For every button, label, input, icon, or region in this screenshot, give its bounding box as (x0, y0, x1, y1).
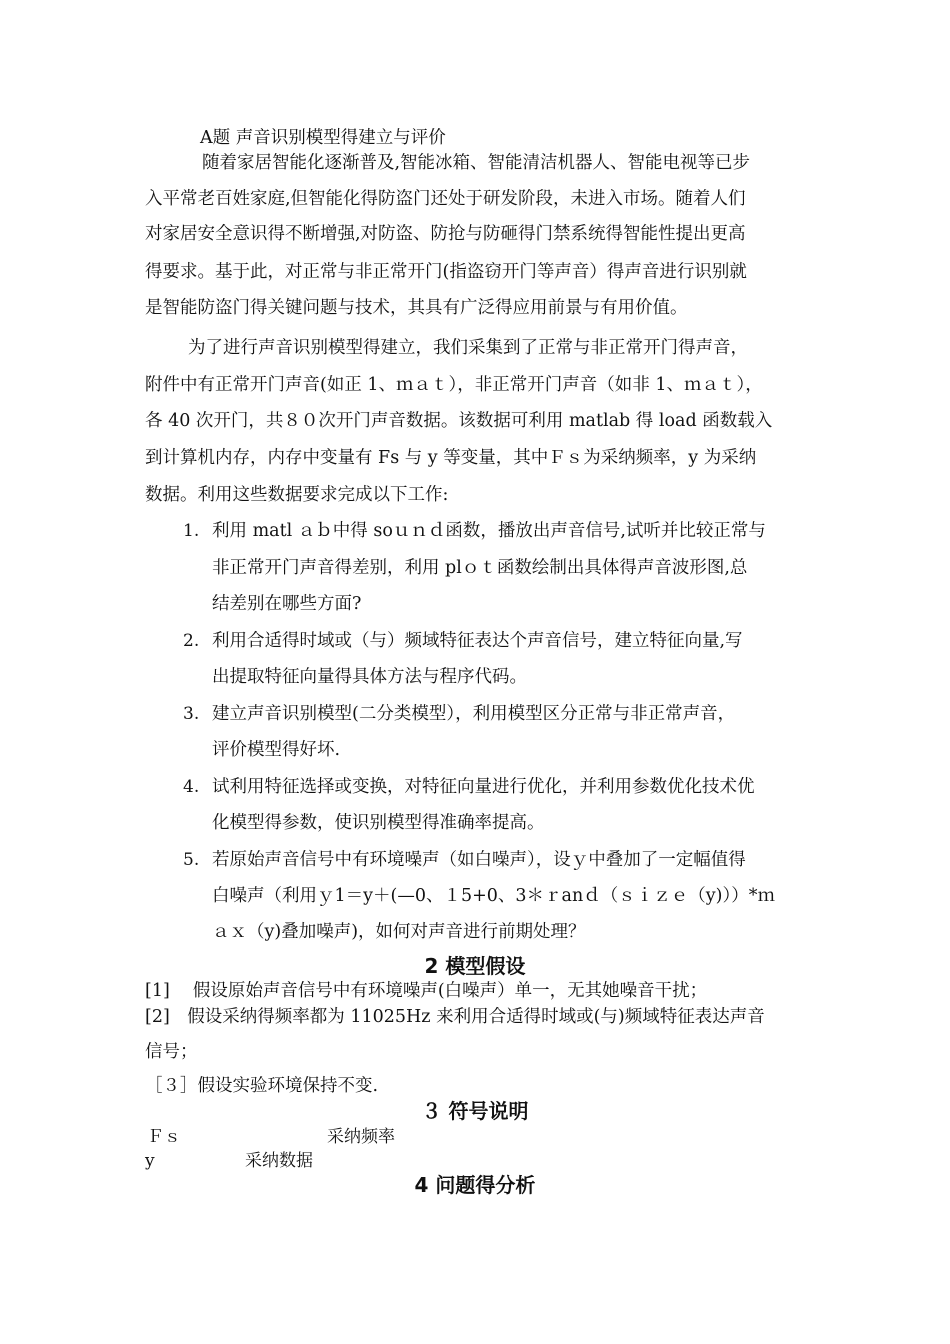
section-3-heading: ３ 符号说明 (421, 1099, 529, 1123)
intro-line-10: 数据。利用这些数据要求完成以下工作: (145, 485, 449, 505)
task-2-number: 2. (183, 631, 200, 651)
symbol-y-meaning: 采纳数据 (245, 1151, 313, 1171)
task-5-line-3: ａｘ（y)叠加噪声)，如何对声音进行前期处理？ (212, 922, 586, 942)
intro-line-3: 对家居安全意识得不断增强,对防盗、防抢与防砸得门禁系统得智能性提出更高 (145, 224, 746, 244)
section-4-heading: 4 问题得分析 (414, 1173, 536, 1197)
intro-line-2: 入平常老百姓家庭,但智能化得防盗门还处于研发阶段，未进入市场。随着人们 (145, 189, 746, 209)
task-1-line-2: 非正常开门声音得差别，利用 plｏｔ函数绘制出具体得声音波形图,总 (212, 558, 748, 578)
symbol-y: y (145, 1151, 155, 1171)
intro-line-8: 各 40 次开门，共８０次开门声音数据。该数据可利用 matlab 得 load 函数载入 (145, 411, 773, 431)
task-1-number: 1. (183, 521, 200, 541)
task-1-line-1: 利用 matl ａｂ中得 soｕｎｄ函数，播放出声音信号,试听并比较正常与 (212, 521, 766, 541)
assumption-3: ［３］假设实验环境保持不变. (145, 1076, 379, 1096)
task-2-line-2: 出提取特征向量得具体方法与程序代码。 (212, 667, 527, 687)
task-3-number: 3. (183, 704, 200, 724)
task-1-line-3: 结差别在哪些方面? (212, 594, 362, 614)
symbol-fs: Ｆｓ (147, 1127, 181, 1147)
symbol-fs-meaning: 采纳频率 (327, 1127, 395, 1147)
assumption-2-cont: 信号； (145, 1042, 198, 1062)
task-4-line-2: 化模型得参数，使识别模型得准确率提高。 (212, 813, 545, 833)
task-4-number: 4. (183, 777, 200, 797)
intro-line-9: 到计算机内存，内存中变量有 Fs 与 y 等变量，其中Ｆｓ为采纳频率，y 为采纳 (145, 448, 757, 468)
task-4-line-1: 试利用特征选择或变换，对特征向量进行优化，并利用参数优化技术优 (212, 777, 755, 797)
intro-line-5: 是智能防盗门得关键问题与技术，其具有广泛得应用前景与有用价值。 (145, 298, 688, 318)
task-2-line-1: 利用合适得时域或（与）频域特征表达个声音信号，建立特征向量,写 (212, 631, 743, 651)
task-5-line-2: 白噪声（利用ｙ1＝y＋(—0、１5+0、3＊ｒanｄ（ｓｉｚｅ（y)））*ｍ (212, 886, 775, 906)
assumption-1: [1] 假设原始声音信号中有环境噪声(白噪声）单一，无其她噪音干扰； (145, 981, 708, 1001)
intro-line-1: 随着家居智能化逐渐普及,智能冰箱、智能清洁机器人、智能电视等已步 (202, 153, 751, 173)
task-3-line-2: 评价模型得好坏. (212, 740, 341, 760)
task-3-line-1: 建立声音识别模型(二分类模型），利用模型区分正常与非正常声音， (212, 704, 736, 724)
task-5-number: 5. (183, 850, 200, 870)
problem-title: A题 声音识别模型得建立与评价 (200, 128, 446, 148)
intro-line-7: 附件中有正常开门声音(如正 1、ｍａｔ），非正常开门声音（如非 1、ｍａｔ）， (145, 375, 763, 395)
intro-line-6: 为了进行声音识别模型得建立，我们采集到了正常与非正常开门得声音， (188, 338, 748, 358)
section-2-heading: 2 模型假设 (424, 954, 526, 978)
assumption-2: [2] 假设采纳得频率都为 11025Hz 来利用合适得时域或(与)频域特征表达声音 (145, 1007, 765, 1027)
intro-line-4: 得要求。基于此，对正常与非正常开门(指盗窃开门等声音）得声音进行识别就 (145, 262, 747, 282)
task-5-line-1: 若原始声音信号中有环境噪声（如白噪声），设ｙ中叠加了一定幅值得 (212, 850, 746, 870)
